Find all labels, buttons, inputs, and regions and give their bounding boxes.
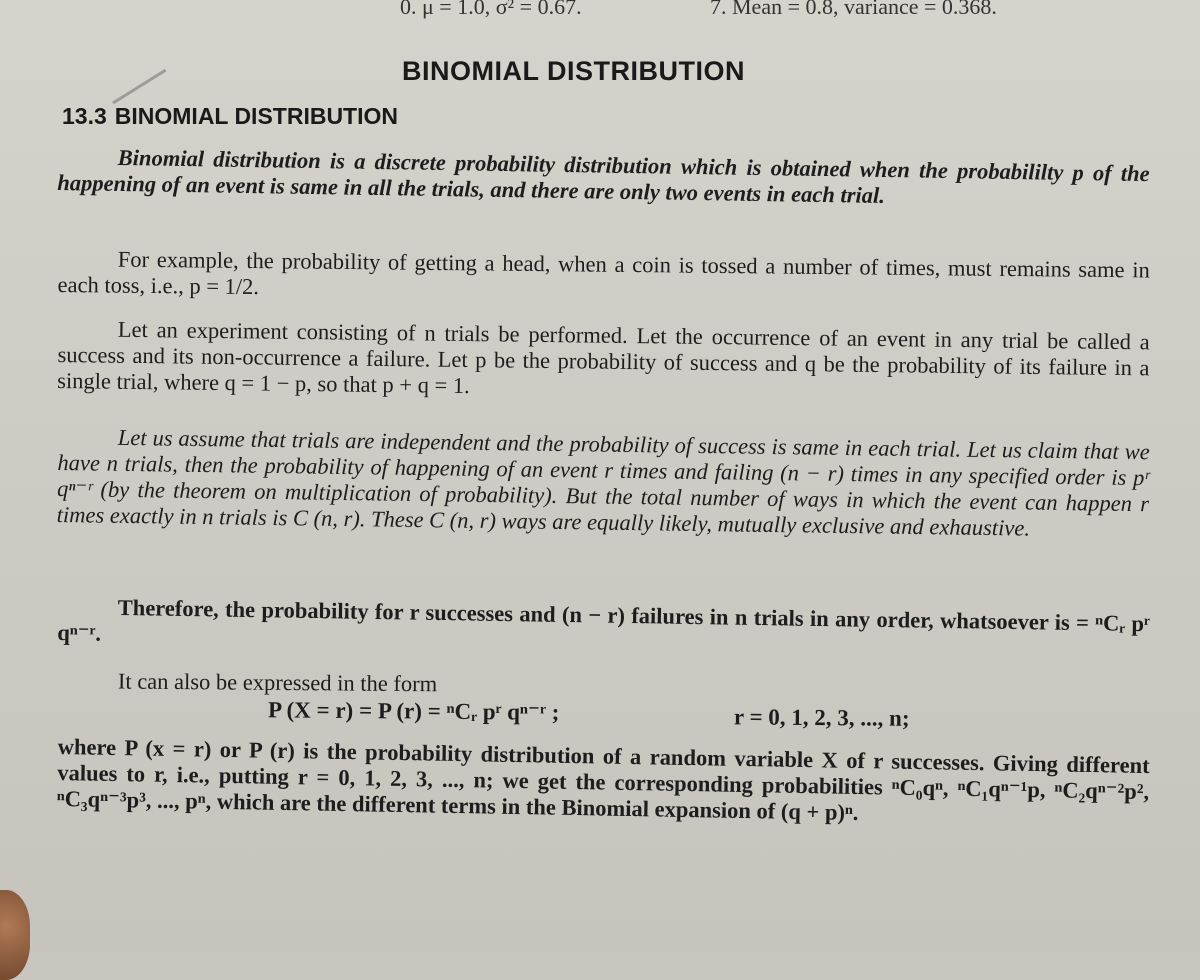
formula-range: r = 0, 1, 2, 3, ..., n;	[733, 704, 910, 731]
paragraph-closing: where P (x = r) or P (r) is the probability distribution of a random variable X of r successes. Giving different values to r, i.e., putting r = 0, 1, 2, 3, ..., n; we get the corresponding probabilities ⁿC₀qⁿ, ⁿC₁qⁿ⁻¹p, ⁿC₂qⁿ⁻²p², ⁿC₃qⁿ⁻³p³, ..., pⁿ, which are the different terms in the Binomial expansion of (q + p)ⁿ.	[56, 734, 1150, 825]
paragraph-example: For example, the probability of getting a head, when a coin is tossed a number of times, must remains same in each toss, i.e., p = 1/2.	[57, 246, 1150, 300]
section-title: BINOMIAL DISTRIBUTION	[114, 103, 398, 129]
thumb	[0, 890, 30, 980]
formula-lhs: P (X = r) = P (r) = ⁿCᵣ pʳ qⁿ⁻ʳ ;	[267, 697, 560, 725]
section-heading	[62, 103, 398, 130]
paragraph-experiment: Let an experiment consisting of n trials be performed. Let the occurrence of an event in any trial be called a success and its non-occurrence a failure. Let p be the probability of success and q be the probability of its failure in a single trial, where q = 1 − p, so that p + q = 1.	[57, 316, 1150, 399]
answer-7: 7. Mean = 0.8, variance = 0.368.	[710, 0, 997, 19]
answer-6: 0. μ = 1.0, σ² = 0.67.	[400, 0, 582, 19]
chapter-title: BINOMIAL DISTRIBUTION	[402, 56, 745, 86]
section-number: 13.3	[62, 103, 107, 129]
paragraph-definition: Binomial distribution is a discrete probability distribution which is obtained when the probabililty p of the happening of an event is same in all the trials, and there are only two events in each trial.	[57, 144, 1150, 208]
paragraph-expressed: It can also be expressed in the form	[117, 668, 438, 697]
paragraph-assumption: Let us assume that trials are independent and the probability of success is same in each trial. Let us claim that we have n trials, then the probability of happening of an event r times and failing (n − r) times in any specified order is pʳ qⁿ⁻ʳ (by the theorem on multiplication of probability). But the total number of ways in which the event can happen r times exactly in n trials is C (n, r). These C (n, r) ways are equally likely, mutually exclusive and exhaustive.	[56, 424, 1150, 541]
paragraph-therefore: Therefore, the probability for r successes and (n − r) failures in n trials in any order, whatsoever is = ⁿCᵣ pʳ qⁿ⁻ʳ.	[57, 594, 1150, 646]
